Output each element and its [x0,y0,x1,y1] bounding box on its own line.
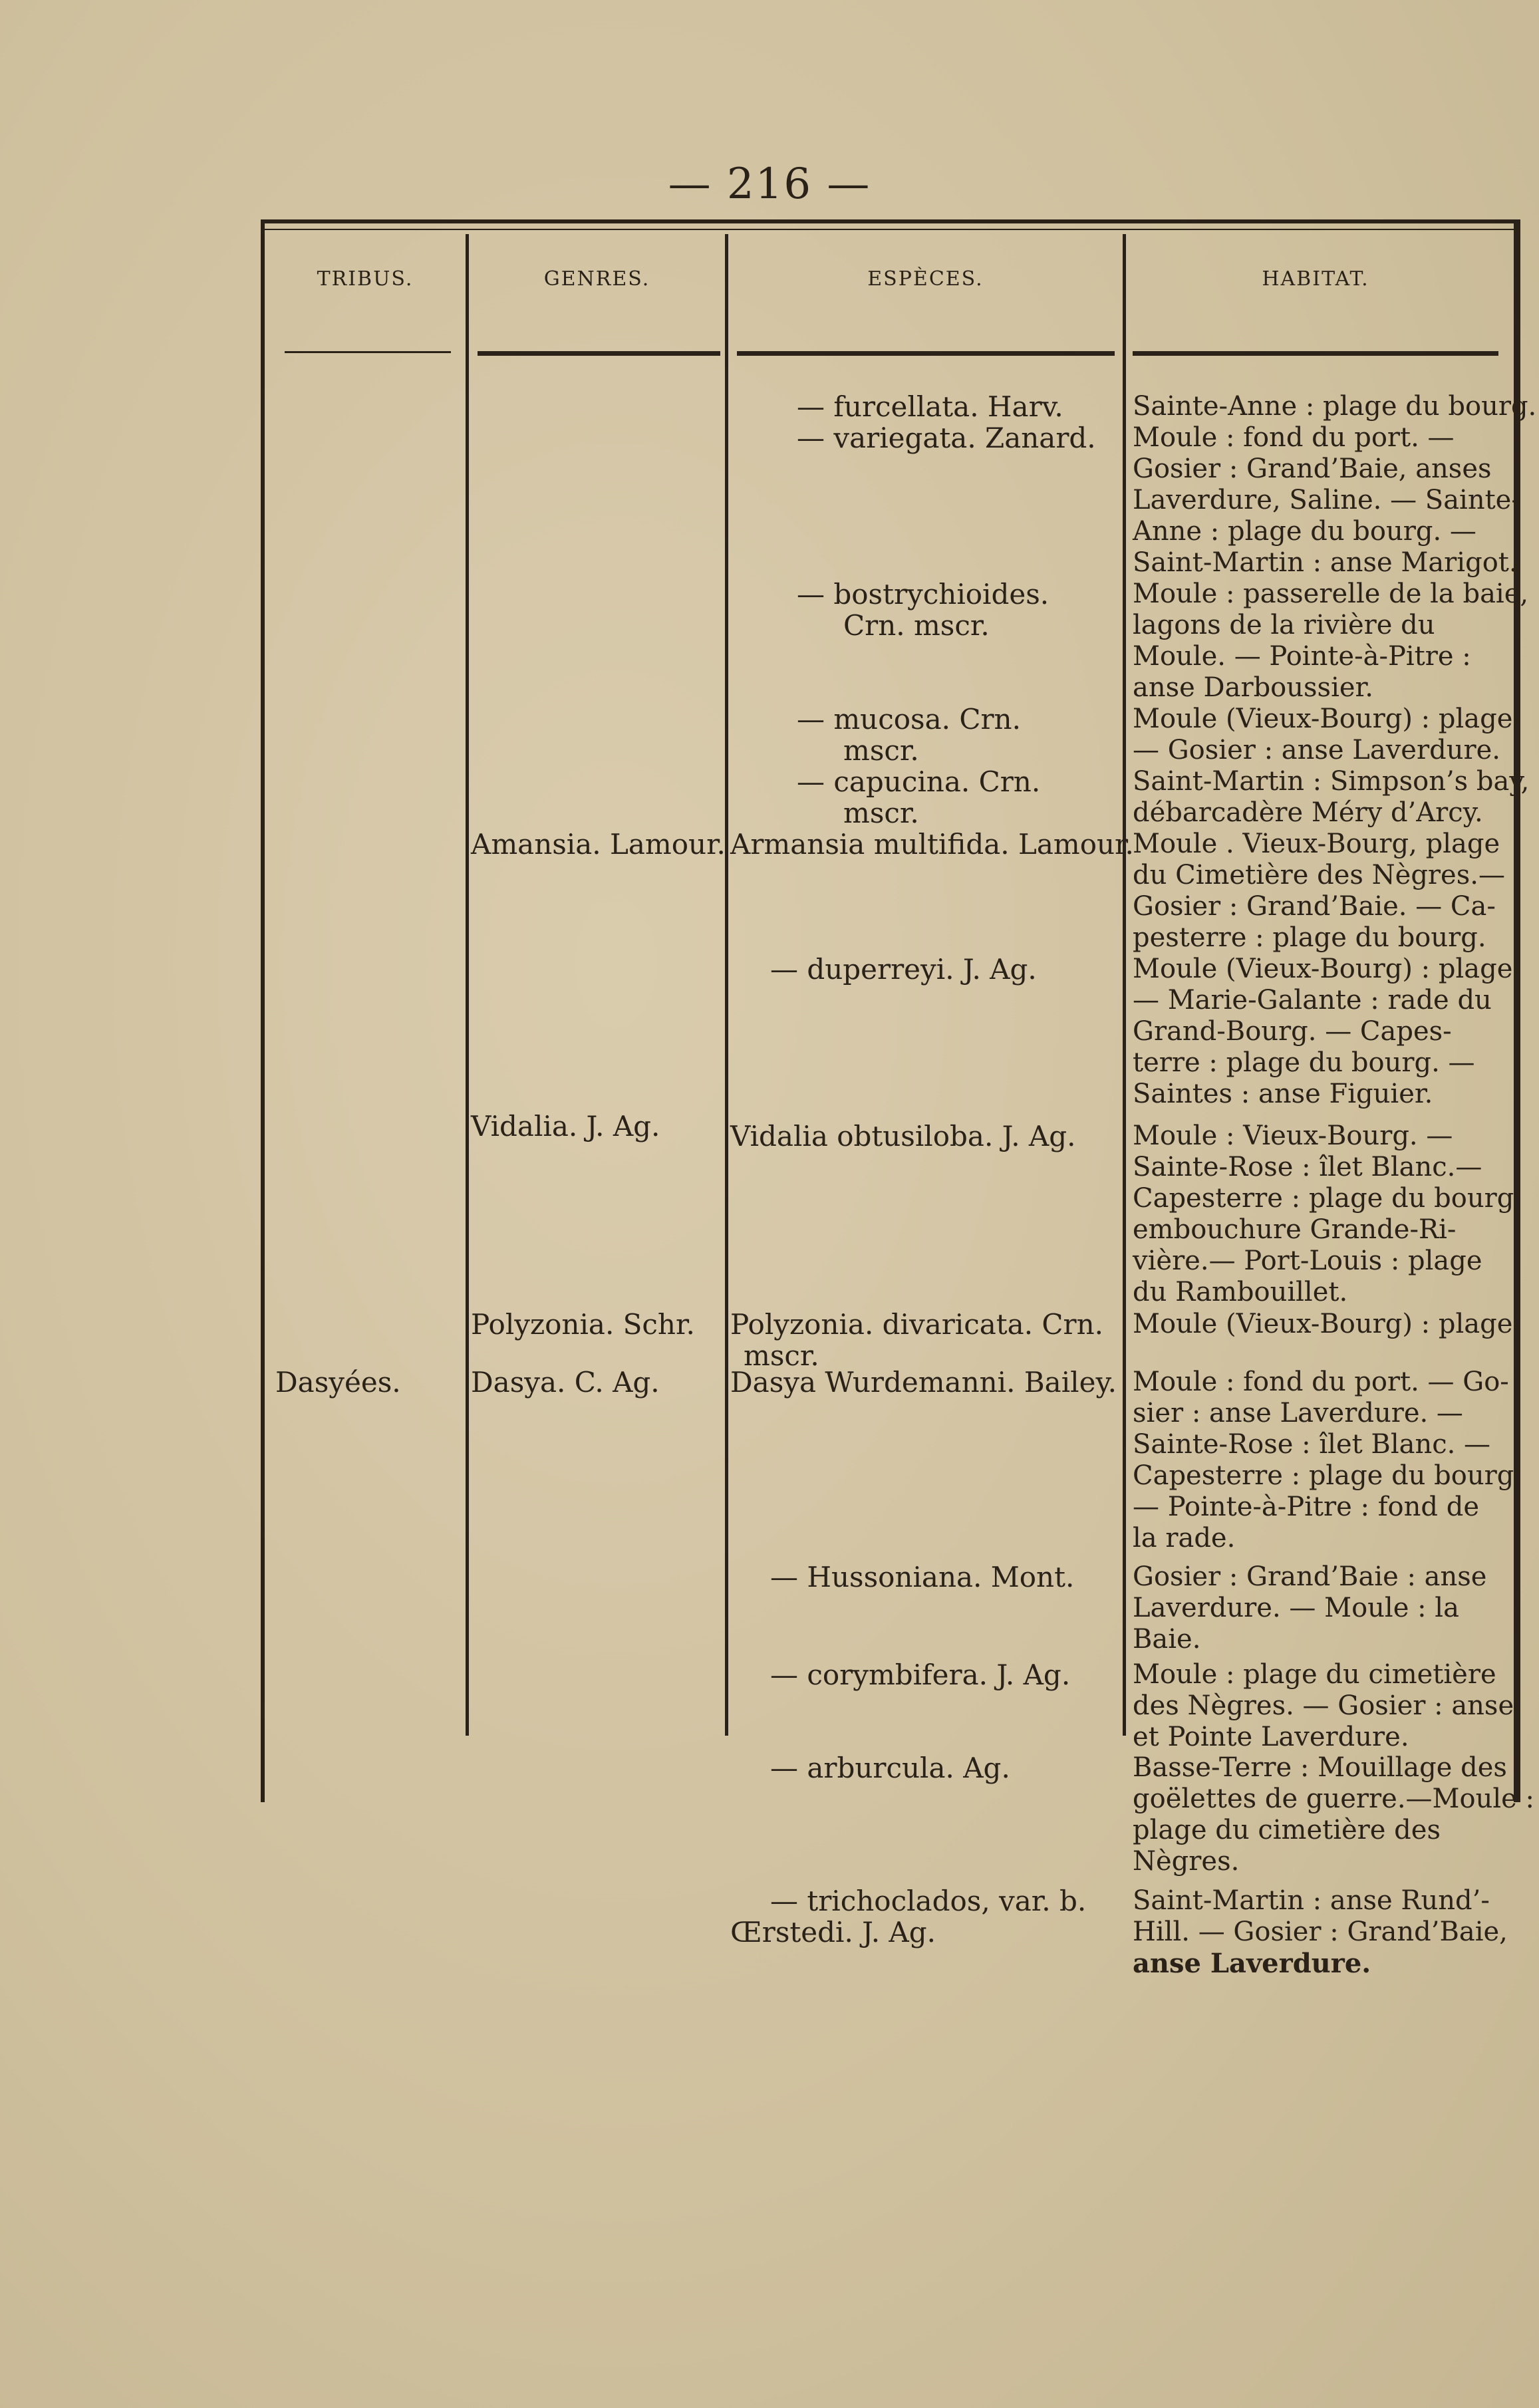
species-cell: — bostrychioides. Crn. mscr. [797,578,1049,642]
habitat-cell: Moule : fond du port. — Go- sier : anse Laverdure. — Sainte-Rose : îlet Blanc. — Capesterre : plage du bourg. — Pointe-à-Pitre : fond de la rade. [1133,1367,1523,1553]
habitat-cell: Moule (Vieux-Bourg) : plage. [1133,1309,1522,1339]
species-cell: — mucosa. Crn. mscr. [797,703,1021,767]
column-divider-2 [725,234,728,1736]
species-cell: — capucina. Crn. mscr. [797,765,1041,829]
habitat-cell: Saint-Martin : anse Rund’- Hill. — Gosier : Grand’Baie, anse Laverdure. [1133,1885,1508,1979]
habitat-cell: Moule . Vieux-Bourg, plage du Cimetière des Nègres.— Gosier : Grand’Baie. — Ca- pesterre : plage du bourg. [1133,829,1505,953]
species-cell: — trichoclados, var. b. Œrstedi. J. Ag. [730,1885,1087,1948]
species-cell: — furcellata. Harv. [797,390,1063,423]
habitat-cell: Basse-Terre : Mouillage des goëlettes de guerre.—Moule : plage du cimetière des Nègres. [1133,1752,1535,1877]
species-cell: Vidalia obtusiloba. J. Ag. [730,1120,1076,1152]
species-cell: — Hussoniana. Mont. [770,1561,1075,1593]
column-divider-1 [466,234,469,1736]
tribe-cell: Dasyées. [275,1366,401,1399]
header-especes: ESPÈCES. [867,267,984,291]
genus-cell: Amansia. Lamour. [471,828,726,861]
species-cell: Polyzonia. divaricata. Crn. mscr. [730,1308,1104,1372]
habitat-cell: Saint-Martin : Simpson’s bay, débarcadère Méry d’Arcy. [1133,766,1530,828]
header-rule-tribus [285,351,451,353]
habitat-cell: Gosier : Grand’Baie : anse Laverdure. — Moule : la Baie. [1133,1561,1487,1655]
habitat-cell: Moule (Vieux-Bourg) : plage. — Gosier : anse Laverdure. [1133,704,1522,765]
page-number: — 216 — [668,160,871,209]
species-table [261,219,1537,1979]
header-tribus: TRIBUS. [317,267,414,291]
top-rule [265,219,1514,230]
header-genres: GENRES. [543,267,650,291]
species-cell: — corymbifera. J. Ag. [770,1659,1071,1691]
species-cell: — arburcula. Ag. [770,1752,1010,1784]
habitat-cell: Moule (Vieux-Bourg) : plage. — Marie-Galante : rade du Grand-Bourg. — Capes- terre : plage du bourg. — Saintes : anse Figuier. [1133,954,1522,1109]
species-cell: Dasya Wurdemanni. Bailey. [730,1366,1117,1399]
header-habitat: HABITAT. [1262,267,1369,291]
habitat-cell: Moule : fond du port. — Gosier : Grand’Baie, anses Laverdure, Saline. — Sainte- Anne : plage du bourg. — Saint-Martin : anse Marigot. [1133,422,1520,578]
header-rule-especes [737,351,1115,356]
genus-cell: Polyzonia. Schr. [471,1308,695,1341]
habitat-cell: Moule : Vieux-Bourg. — Sainte-Rose : îlet Blanc.— Capesterre : plage du bourg, embouchure Grande-Ri- vière.— Port-Louis : plage du Rambouillet. [1133,1121,1523,1307]
genus-cell: Vidalia. J. Ag. [471,1110,660,1142]
species-cell: Armansia multifida. Lamour. [730,828,1134,861]
column-divider-3 [1123,234,1126,1736]
header-rule-habitat [1133,351,1498,356]
habitat-cell: Moule : plage du cimetière des Nègres. — Gosier : anse et Pointe Laverdure. [1133,1659,1514,1752]
genus-cell: Dasya. C. Ag. [471,1366,660,1399]
species-cell: — variegata. Zanard. [797,422,1096,454]
habitat-cell: Sainte-Anne : plage du bourg. [1133,391,1537,422]
header-rule-genres [478,351,720,356]
habitat-cell: Moule : passerelle de la baie, lagons de la rivière du Moule. — Pointe-à-Pitre : anse Darboussier. [1133,579,1529,703]
species-cell: — duperreyi. J. Ag. [770,953,1037,986]
